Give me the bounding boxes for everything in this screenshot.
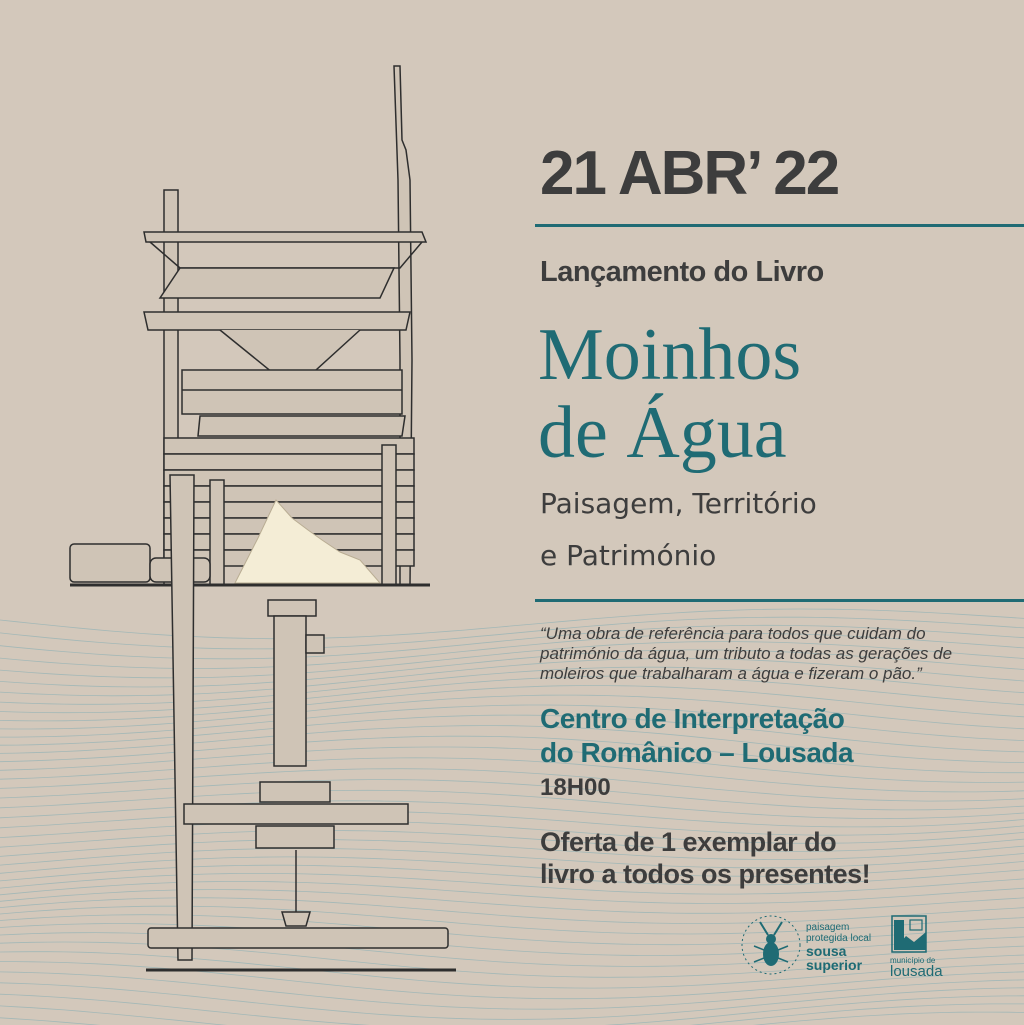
offer-text [540,826,960,890]
sousa-superior-logo [740,912,880,982]
offer-line-2: livro a todos os presentes! [540,859,871,889]
lousada-emblem-icon [890,912,930,954]
book-title-line-1: Moinhos [538,314,802,396]
event-date: 21 ABR’ 22 [540,139,839,208]
book-subtitle-line-2: e Património [540,539,717,572]
wave-line [0,1004,1024,1025]
lousada-logo-small: município de [890,956,936,965]
beetle-icon [740,912,802,978]
wave-line [0,1012,1024,1025]
venue-line-2: do Românico – Lousada [540,737,854,768]
wave-line [0,994,1024,1025]
sousa-logo-line-3: sousa [806,943,847,959]
book-subtitle-line-1: Paisagem, Território [540,487,817,520]
lousada-logo-name: lousada [890,963,943,980]
sousa-logo-line-2: protegida local [806,933,872,944]
divider-top [535,224,1024,227]
event-time: 18H00 [540,774,611,801]
sousa-logo-line-1: paisagem [806,922,850,933]
sousa-logo-line-4: superior [806,957,863,973]
divider-bottom [535,599,1024,602]
sousa-logo-text [806,922,871,972]
book-subtitle [540,478,1020,582]
venue-line-1: Centro de Interpretação [540,703,845,734]
book-title [538,316,1018,472]
event-venue [540,702,1020,770]
launch-label: Lançamento do Livro [540,256,824,288]
lousada-logo [890,912,950,982]
offer-line-1: Oferta de 1 exemplar do [540,827,837,857]
book-quote: “Uma obra de referência para todos que cuidam do património da água, um tributo a todas as gerações de moleiros que trabalharam a água e fizeram o pão.” [540,624,953,683]
water-mill-illustration [60,60,460,980]
book-title-line-2: de Água [538,392,787,474]
